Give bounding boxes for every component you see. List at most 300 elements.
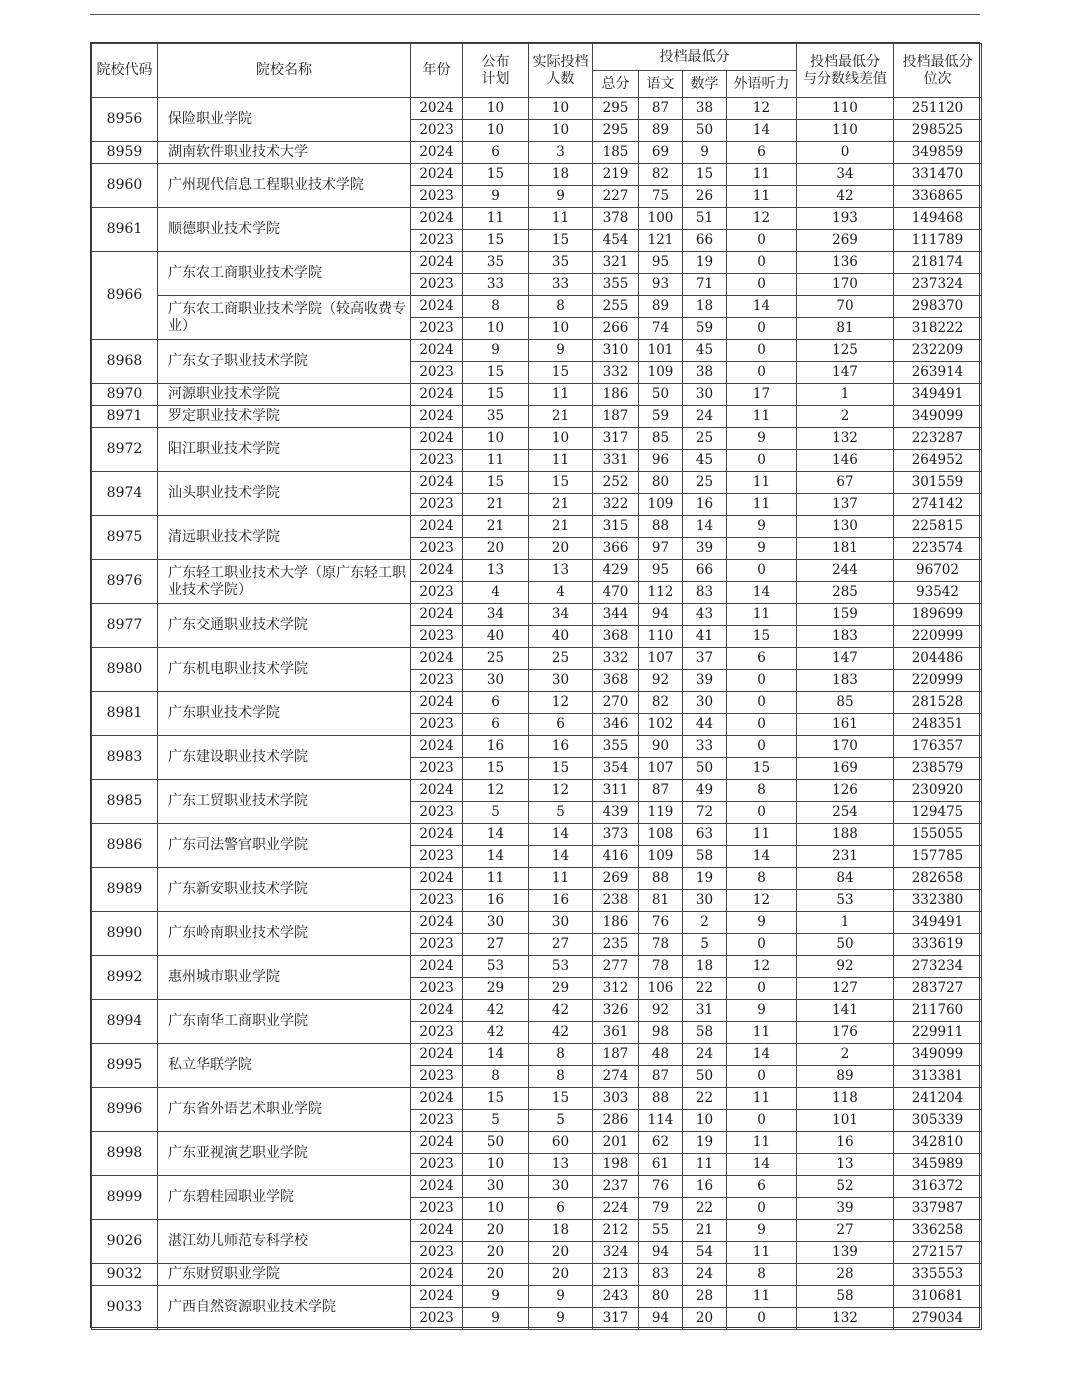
score-diff-cell: 159	[797, 604, 894, 626]
foreign-score-cell: 0	[727, 252, 797, 274]
foreign-score-cell: 0	[727, 670, 797, 692]
plan-cell: 35	[463, 406, 529, 428]
score-diff-cell: 126	[797, 780, 894, 802]
plan-cell: 15	[463, 758, 529, 780]
school-name-cell: 广东司法警官职业学院	[158, 824, 411, 868]
score-diff-cell: 183	[797, 626, 894, 648]
rank-cell: 298370	[894, 296, 982, 318]
foreign-score-cell: 6	[727, 648, 797, 670]
actual-cell: 8	[529, 1044, 593, 1066]
year-cell: 2023	[411, 846, 463, 868]
math-score-cell: 33	[683, 736, 727, 758]
total-score-cell: 311	[593, 780, 639, 802]
foreign-score-cell: 8	[727, 780, 797, 802]
actual-cell: 5	[529, 802, 593, 824]
rank-cell: 232209	[894, 340, 982, 362]
foreign-score-cell: 14	[727, 120, 797, 142]
plan-cell: 14	[463, 824, 529, 846]
chinese-score-cell: 109	[639, 362, 683, 384]
header-math: 数学	[683, 71, 727, 98]
rank-cell: 229911	[894, 1022, 982, 1044]
plan-cell: 10	[463, 120, 529, 142]
year-cell: 2024	[411, 406, 463, 428]
total-score-cell: 235	[593, 934, 639, 956]
total-score-cell: 355	[593, 736, 639, 758]
score-diff-cell: 146	[797, 450, 894, 472]
year-cell: 2024	[411, 208, 463, 230]
plan-cell: 9	[463, 1286, 529, 1308]
math-score-cell: 37	[683, 648, 727, 670]
year-cell: 2023	[411, 318, 463, 340]
score-diff-cell: 101	[797, 1110, 894, 1132]
header-year: 年份	[411, 44, 463, 98]
school-name-cell: 广东建设职业技术学院	[158, 736, 411, 780]
table-row	[92, 1220, 982, 1242]
score-diff-cell: 193	[797, 208, 894, 230]
math-score-cell: 72	[683, 802, 727, 824]
foreign-score-cell: 0	[727, 560, 797, 582]
total-score-cell: 310	[593, 340, 639, 362]
actual-cell: 8	[529, 296, 593, 318]
year-cell: 2024	[411, 384, 463, 406]
chinese-score-cell: 101	[639, 340, 683, 362]
year-cell: 2023	[411, 450, 463, 472]
foreign-score-cell: 8	[727, 868, 797, 890]
school-name-cell: 汕头职业技术学院	[158, 472, 411, 516]
foreign-score-cell: 0	[727, 1110, 797, 1132]
chinese-score-cell: 94	[639, 604, 683, 626]
admission-table-wrapper	[90, 42, 980, 1328]
table-row	[92, 1000, 982, 1022]
table-row	[92, 736, 982, 758]
chinese-score-cell: 94	[639, 1308, 683, 1330]
rank-cell: 349859	[894, 142, 982, 164]
chinese-score-cell: 75	[639, 186, 683, 208]
year-cell: 2023	[411, 1066, 463, 1088]
math-score-cell: 50	[683, 120, 727, 142]
math-score-cell: 24	[683, 406, 727, 428]
total-score-cell: 321	[593, 252, 639, 274]
foreign-score-cell: 11	[727, 186, 797, 208]
school-code-cell: 8995	[92, 1044, 158, 1088]
school-code-cell: 8960	[92, 164, 158, 208]
table-row	[92, 1132, 982, 1154]
school-code-cell: 8976	[92, 560, 158, 604]
year-cell: 2024	[411, 912, 463, 934]
table-row	[92, 1044, 982, 1066]
plan-cell: 6	[463, 714, 529, 736]
score-diff-cell: 132	[797, 1308, 894, 1330]
table-row	[92, 780, 982, 802]
chinese-score-cell: 87	[639, 1066, 683, 1088]
foreign-score-cell: 12	[727, 956, 797, 978]
chinese-score-cell: 92	[639, 670, 683, 692]
score-diff-cell: 170	[797, 736, 894, 758]
score-diff-cell: 13	[797, 1154, 894, 1176]
score-diff-cell: 67	[797, 472, 894, 494]
foreign-score-cell: 6	[727, 1176, 797, 1198]
rank-cell: 238579	[894, 758, 982, 780]
total-score-cell: 212	[593, 1220, 639, 1242]
table-body	[92, 98, 982, 1330]
table-row	[92, 164, 982, 186]
chinese-score-cell: 110	[639, 626, 683, 648]
header-name: 院校名称	[158, 44, 411, 98]
chinese-score-cell: 108	[639, 824, 683, 846]
foreign-score-cell: 11	[727, 406, 797, 428]
score-diff-cell: 136	[797, 252, 894, 274]
math-score-cell: 31	[683, 1000, 727, 1022]
plan-cell: 29	[463, 978, 529, 1000]
table-row	[92, 340, 982, 362]
math-score-cell: 66	[683, 560, 727, 582]
chinese-score-cell: 89	[639, 296, 683, 318]
plan-cell: 15	[463, 472, 529, 494]
table-row	[92, 252, 982, 274]
plan-cell: 15	[463, 230, 529, 252]
math-score-cell: 18	[683, 956, 727, 978]
total-score-cell: 255	[593, 296, 639, 318]
math-score-cell: 28	[683, 1286, 727, 1308]
plan-cell: 14	[463, 1044, 529, 1066]
plan-cell: 42	[463, 1022, 529, 1044]
total-score-cell: 213	[593, 1264, 639, 1286]
actual-cell: 3	[529, 142, 593, 164]
total-score-cell: 378	[593, 208, 639, 230]
rank-cell: 220999	[894, 626, 982, 648]
actual-cell: 15	[529, 472, 593, 494]
year-cell: 2024	[411, 824, 463, 846]
school-name-cell: 阳江职业技术学院	[158, 428, 411, 472]
chinese-score-cell: 79	[639, 1198, 683, 1220]
foreign-score-cell: 0	[727, 340, 797, 362]
total-score-cell: 332	[593, 648, 639, 670]
actual-cell: 18	[529, 1220, 593, 1242]
foreign-score-cell: 14	[727, 582, 797, 604]
chinese-score-cell: 62	[639, 1132, 683, 1154]
score-diff-cell: 269	[797, 230, 894, 252]
school-code-cell: 8977	[92, 604, 158, 648]
school-name-cell: 湛江幼儿师范专科学校	[158, 1220, 411, 1264]
score-diff-cell: 28	[797, 1264, 894, 1286]
actual-cell: 30	[529, 1176, 593, 1198]
table-row	[92, 648, 982, 670]
rank-cell: 225815	[894, 516, 982, 538]
chinese-score-cell: 109	[639, 846, 683, 868]
math-score-cell: 19	[683, 1132, 727, 1154]
school-code-cell: 8996	[92, 1088, 158, 1132]
score-diff-cell: 130	[797, 516, 894, 538]
year-cell: 2024	[411, 1264, 463, 1286]
score-diff-cell: 39	[797, 1198, 894, 1220]
score-diff-cell: 2	[797, 1044, 894, 1066]
year-cell: 2024	[411, 98, 463, 120]
chinese-score-cell: 48	[639, 1044, 683, 1066]
score-diff-cell: 285	[797, 582, 894, 604]
total-score-cell: 312	[593, 978, 639, 1000]
math-score-cell: 26	[683, 186, 727, 208]
foreign-score-cell: 8	[727, 1264, 797, 1286]
actual-cell: 9	[529, 340, 593, 362]
plan-cell: 9	[463, 340, 529, 362]
score-diff-cell: 42	[797, 186, 894, 208]
math-score-cell: 41	[683, 626, 727, 648]
math-score-cell: 50	[683, 1066, 727, 1088]
rank-cell: 149468	[894, 208, 982, 230]
plan-cell: 20	[463, 1264, 529, 1286]
foreign-score-cell: 0	[727, 692, 797, 714]
year-cell: 2024	[411, 516, 463, 538]
math-score-cell: 51	[683, 208, 727, 230]
year-cell: 2024	[411, 956, 463, 978]
rank-cell: 335553	[894, 1264, 982, 1286]
score-diff-cell: 110	[797, 98, 894, 120]
math-score-cell: 49	[683, 780, 727, 802]
rank-cell: 237324	[894, 274, 982, 296]
score-diff-cell: 0	[797, 142, 894, 164]
math-score-cell: 22	[683, 978, 727, 1000]
chinese-score-cell: 109	[639, 494, 683, 516]
total-score-cell: 243	[593, 1286, 639, 1308]
year-cell: 2023	[411, 274, 463, 296]
year-cell: 2023	[411, 494, 463, 516]
rank-cell: 211760	[894, 1000, 982, 1022]
rank-cell: 157785	[894, 846, 982, 868]
school-code-cell: 8961	[92, 208, 158, 252]
chinese-score-cell: 78	[639, 956, 683, 978]
year-cell: 2023	[411, 1110, 463, 1132]
chinese-score-cell: 74	[639, 318, 683, 340]
school-code-cell: 8966	[92, 252, 158, 340]
school-name-cell: 保险职业学院	[158, 98, 411, 142]
year-cell: 2023	[411, 626, 463, 648]
foreign-score-cell: 9	[727, 1000, 797, 1022]
score-diff-cell: 244	[797, 560, 894, 582]
score-diff-cell: 169	[797, 758, 894, 780]
rank-cell: 279034	[894, 1308, 982, 1330]
total-score-cell: 238	[593, 890, 639, 912]
chinese-score-cell: 88	[639, 516, 683, 538]
rank-cell: 333619	[894, 934, 982, 956]
school-code-cell: 8986	[92, 824, 158, 868]
plan-cell: 6	[463, 692, 529, 714]
total-score-cell: 185	[593, 142, 639, 164]
math-score-cell: 22	[683, 1198, 727, 1220]
math-score-cell: 38	[683, 98, 727, 120]
plan-cell: 30	[463, 1176, 529, 1198]
plan-cell: 30	[463, 912, 529, 934]
math-score-cell: 38	[683, 362, 727, 384]
actual-cell: 11	[529, 384, 593, 406]
math-score-cell: 18	[683, 296, 727, 318]
chinese-score-cell: 80	[639, 472, 683, 494]
actual-cell: 15	[529, 758, 593, 780]
year-cell: 2024	[411, 560, 463, 582]
year-cell: 2023	[411, 1242, 463, 1264]
school-name-cell: 广东岭南职业技术学院	[158, 912, 411, 956]
year-cell: 2024	[411, 1176, 463, 1198]
foreign-score-cell: 14	[727, 296, 797, 318]
rank-cell: 223574	[894, 538, 982, 560]
foreign-score-cell: 12	[727, 890, 797, 912]
chinese-score-cell: 107	[639, 648, 683, 670]
school-name-cell: 广东农工商职业技术学院	[158, 252, 411, 296]
foreign-score-cell: 0	[727, 230, 797, 252]
plan-cell: 11	[463, 868, 529, 890]
rank-cell: 345989	[894, 1154, 982, 1176]
plan-cell: 12	[463, 780, 529, 802]
top-rule	[90, 14, 980, 15]
math-score-cell: 24	[683, 1044, 727, 1066]
rank-cell: 251120	[894, 98, 982, 120]
foreign-score-cell: 0	[727, 802, 797, 824]
actual-cell: 13	[529, 1154, 593, 1176]
score-diff-cell: 125	[797, 340, 894, 362]
total-score-cell: 201	[593, 1132, 639, 1154]
foreign-score-cell: 11	[727, 1132, 797, 1154]
plan-cell: 15	[463, 164, 529, 186]
actual-cell: 14	[529, 824, 593, 846]
header-diff: 投档最低分 与分数线差值	[797, 44, 894, 98]
rank-cell: 96702	[894, 560, 982, 582]
actual-cell: 12	[529, 780, 593, 802]
rank-cell: 349099	[894, 406, 982, 428]
table-row	[92, 824, 982, 846]
table-row	[92, 208, 982, 230]
plan-cell: 30	[463, 670, 529, 692]
math-score-cell: 58	[683, 846, 727, 868]
total-score-cell: 324	[593, 1242, 639, 1264]
chinese-score-cell: 119	[639, 802, 683, 824]
school-name-cell: 广东工贸职业技术学院	[158, 780, 411, 824]
chinese-score-cell: 98	[639, 1022, 683, 1044]
score-diff-cell: 50	[797, 934, 894, 956]
school-name-cell: 广东财贸职业学院	[158, 1264, 411, 1286]
school-name-cell: 广东交通职业技术学院	[158, 604, 411, 648]
table-row	[92, 868, 982, 890]
rank-cell: 274142	[894, 494, 982, 516]
school-code-cell: 8983	[92, 736, 158, 780]
actual-cell: 11	[529, 868, 593, 890]
plan-cell: 15	[463, 384, 529, 406]
header-min-score-group: 投档最低分	[593, 44, 797, 71]
plan-cell: 9	[463, 1308, 529, 1330]
chinese-score-cell: 106	[639, 978, 683, 1000]
rank-cell: 283727	[894, 978, 982, 1000]
rank-cell: 316372	[894, 1176, 982, 1198]
year-cell: 2024	[411, 604, 463, 626]
year-cell: 2024	[411, 1000, 463, 1022]
admission-score-table	[91, 43, 982, 1330]
table-row	[92, 384, 982, 406]
school-code-cell: 8974	[92, 472, 158, 516]
foreign-score-cell: 0	[727, 978, 797, 1000]
foreign-score-cell: 11	[727, 472, 797, 494]
chinese-score-cell: 102	[639, 714, 683, 736]
school-code-cell: 8980	[92, 648, 158, 692]
year-cell: 2023	[411, 120, 463, 142]
score-diff-cell: 34	[797, 164, 894, 186]
score-diff-cell: 2	[797, 406, 894, 428]
foreign-score-cell: 0	[727, 1066, 797, 1088]
school-name-cell: 湖南软件职业技术大学	[158, 142, 411, 164]
score-diff-cell: 141	[797, 1000, 894, 1022]
actual-cell: 42	[529, 1000, 593, 1022]
total-score-cell: 416	[593, 846, 639, 868]
rank-cell: 264952	[894, 450, 982, 472]
foreign-score-cell: 11	[727, 1242, 797, 1264]
rank-cell: 230920	[894, 780, 982, 802]
year-cell: 2023	[411, 1198, 463, 1220]
math-score-cell: 16	[683, 1176, 727, 1198]
header-rank: 投档最低分 位次	[894, 44, 982, 98]
table-row	[92, 604, 982, 626]
year-cell: 2023	[411, 1154, 463, 1176]
math-score-cell: 39	[683, 538, 727, 560]
school-code-cell: 8992	[92, 956, 158, 1000]
year-cell: 2024	[411, 296, 463, 318]
math-score-cell: 30	[683, 692, 727, 714]
rank-cell: 272157	[894, 1242, 982, 1264]
table-row	[92, 406, 982, 428]
plan-cell: 40	[463, 626, 529, 648]
total-score-cell: 186	[593, 384, 639, 406]
year-cell: 2024	[411, 252, 463, 274]
total-score-cell: 269	[593, 868, 639, 890]
chinese-score-cell: 94	[639, 1242, 683, 1264]
plan-cell: 4	[463, 582, 529, 604]
chinese-score-cell: 96	[639, 450, 683, 472]
header-actual: 实际投档 人数	[529, 44, 593, 98]
actual-cell: 5	[529, 1110, 593, 1132]
foreign-score-cell: 0	[727, 736, 797, 758]
score-diff-cell: 161	[797, 714, 894, 736]
total-score-cell: 295	[593, 120, 639, 142]
actual-cell: 27	[529, 934, 593, 956]
actual-cell: 16	[529, 890, 593, 912]
header-foreign: 外语听力	[727, 71, 797, 98]
school-name-cell: 广东机电职业技术学院	[158, 648, 411, 692]
math-score-cell: 14	[683, 516, 727, 538]
rank-cell: 313381	[894, 1066, 982, 1088]
plan-cell: 53	[463, 956, 529, 978]
rank-cell: 155055	[894, 824, 982, 846]
total-score-cell: 368	[593, 670, 639, 692]
rank-cell: 318222	[894, 318, 982, 340]
score-diff-cell: 110	[797, 120, 894, 142]
actual-cell: 16	[529, 736, 593, 758]
plan-cell: 15	[463, 362, 529, 384]
math-score-cell: 30	[683, 384, 727, 406]
total-score-cell: 354	[593, 758, 639, 780]
plan-cell: 20	[463, 538, 529, 560]
score-diff-cell: 188	[797, 824, 894, 846]
school-name-cell: 广东职业技术学院	[158, 692, 411, 736]
chinese-score-cell: 59	[639, 406, 683, 428]
rank-cell: 263914	[894, 362, 982, 384]
plan-cell: 14	[463, 846, 529, 868]
actual-cell: 33	[529, 274, 593, 296]
header-chinese: 语文	[639, 71, 683, 98]
score-diff-cell: 147	[797, 362, 894, 384]
math-score-cell: 30	[683, 890, 727, 912]
actual-cell: 53	[529, 956, 593, 978]
score-diff-cell: 127	[797, 978, 894, 1000]
plan-cell: 9	[463, 186, 529, 208]
table-row	[92, 142, 982, 164]
plan-cell: 10	[463, 1154, 529, 1176]
actual-cell: 20	[529, 1264, 593, 1286]
